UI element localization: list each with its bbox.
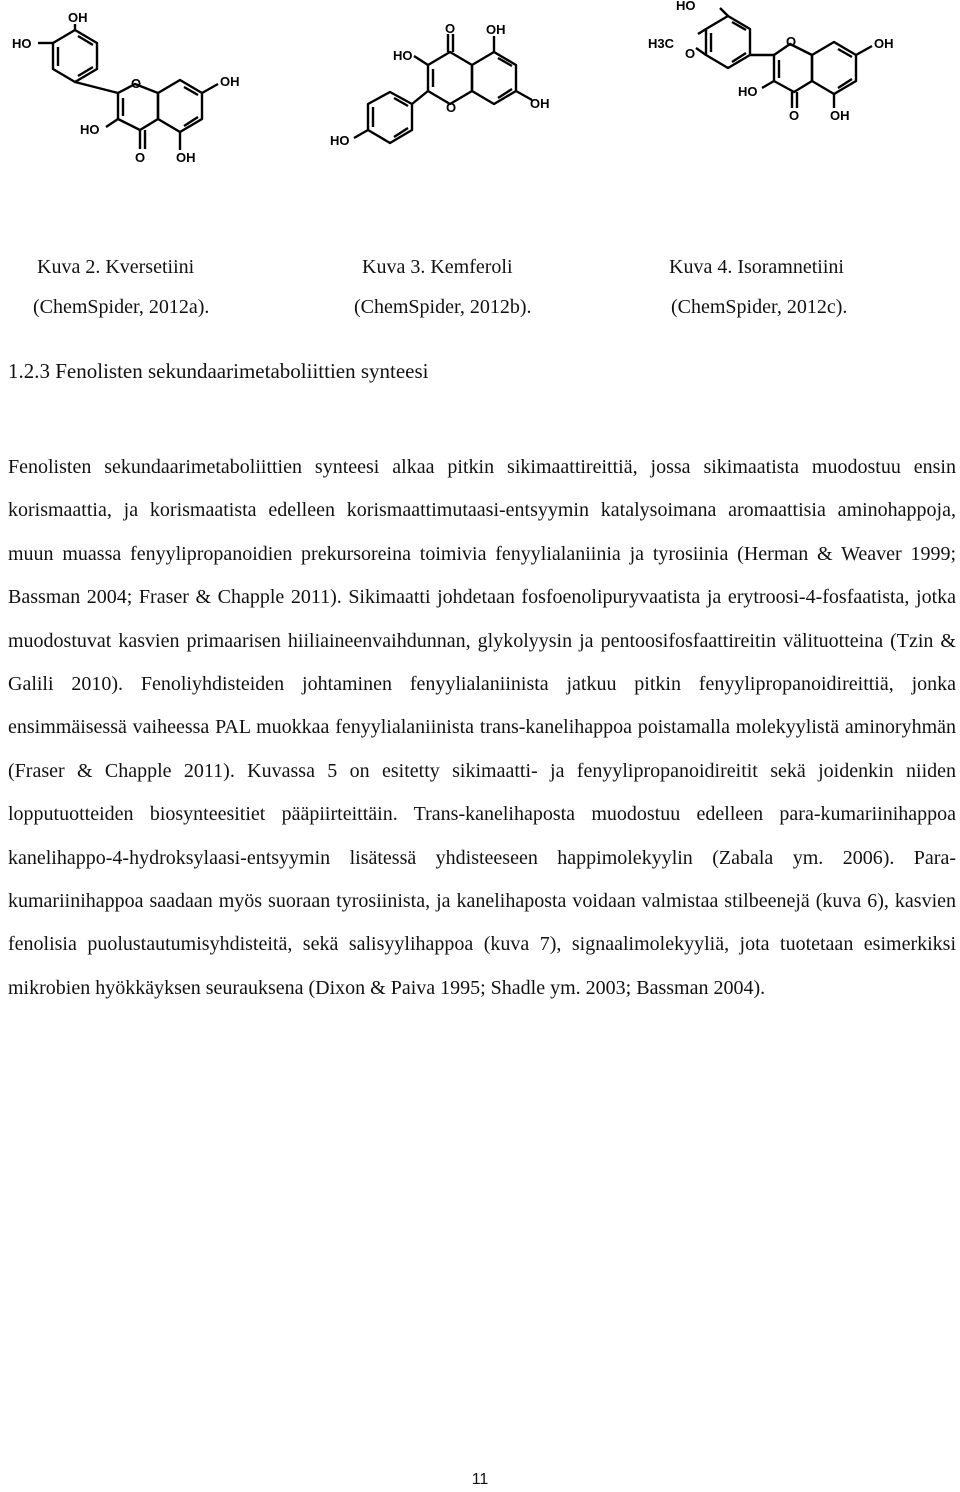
caption-kaempferol-line1: Kuva 3. Kemferoli [362, 256, 513, 278]
atom-ho-top: HO [676, 0, 696, 13]
kaempferol-diagram [320, 0, 640, 180]
atom-ho-3: HO [738, 84, 758, 99]
atom-oh-5: OH [486, 22, 506, 37]
caption-kaempferol-line2: (ChemSpider, 2012b). [354, 296, 532, 318]
atom-ring-o: O [446, 100, 457, 115]
caption-quercetin-line2: (ChemSpider, 2012a). [33, 296, 210, 318]
atom-oh-5: OH [176, 150, 196, 165]
body-paragraph: Fenolisten sekundaarimetaboliittien synteesi alkaa pitkin sikimaattireittiä, jossa sikimaatista muodostuu ensin korismaattia, ja korismaatista edelleen korismaattimutaasi-entsyymin katalysoimana aromaattisia aminohappoja, muun muassa fenyylipropanoidien prekursoreina toimivia fenyylialaniinia ja tyrosiinia (Herman & Weaver 1999; Bassman 2004; Fraser & Chapple 2011). Sikimaatti johdetaan fosfoenolipuryvaatista ja erytroosi-4-fosfaatista, jotka muodostuvat kasvien primaarisen hiiliaineenvaihdunnan, glykolyysin ja pentoosifosfaattireitin välituotteina (Tzin & Galili 2010). Fenoliyhdisteiden johtaminen fenyylialaniinista jatkuu pitkin fenyylipropanoidireittiä, jonka ensimmäisessä vaiheessa PAL muokkaa fenyylialaniinista trans-kanelihappoa poistamalla molekyylistä aminoryhmän (Fraser & Chapple 2011). Kuvassa 5 on esitetty sikimaatti- ja fenyylipropanoidireitit sekä joidenkin niiden lopputuotteiden biosynteesitiet pääpiirteittäin. Trans-kanelihaposta muodostuu edelleen para-kumariinihappoa kanelihappo-4-hydroksylaasi-entsyymin lisätessä yhdisteeseen happimolekyylin (Zabala ym. 2006). Para-kumariinihappoa saadaan myös suoraan tyrosiinista, ja kanelihaposta voidaan valmistaa stilbeenejä (kuva 6), kasvien fenolisia puolustautumisyhdisteitä, sekä salisyylihappoa (kuva 7), signaalimolekyyliä, jota tuotetaan esimerkiksi mikrobien hyökkäyksen seurauksena (Dixon & Paiva 1995; Shadle ym. 2003; Bassman 2004). [8, 456, 956, 999]
atom-methyl: H3C [648, 36, 675, 51]
atom-ho-b: HO [330, 133, 350, 148]
section-heading: 1.2.3 Fenolisten sekundaarimetaboliittien synteesi [8, 359, 429, 383]
page-number: 11 [471, 1471, 489, 1488]
atom-carbonyl: O [789, 108, 800, 123]
caption-quercetin-line1: Kuva 2. Kversetiini [37, 256, 195, 278]
atom-oh-3: OH [530, 96, 550, 111]
atom-oh-top: OH [68, 10, 88, 25]
atom-ho-7: HO [393, 48, 413, 63]
atom-carbonyl: O [445, 21, 456, 36]
quercetin-diagram [0, 0, 320, 180]
atom-ho-left: HO [12, 36, 32, 51]
atom-oh-5: OH [830, 108, 850, 123]
atom-methoxy-o: O [685, 46, 696, 61]
atom-oh-7: OH [874, 36, 894, 51]
atom-ring-o: O [131, 76, 142, 91]
caption-isorhamnetin-line2: (ChemSpider, 2012c). [671, 296, 848, 318]
atom-carbonyl: O [135, 150, 146, 165]
figure-quercetin-structure [0, 0, 320, 180]
atom-ho-a: HO [80, 122, 100, 137]
figure-kaempferol-structure [320, 0, 640, 180]
caption-isorhamnetin [669, 247, 847, 327]
caption-isorhamnetin-line1: Kuva 4. Isoramnetiini [669, 256, 844, 278]
atom-oh-c3: OH [220, 74, 240, 89]
figure-isorhamnetin-structure [640, 0, 960, 180]
caption-kaempferol [354, 247, 532, 327]
caption-quercetin [33, 247, 210, 327]
isorhamnetin-diagram [640, 0, 960, 180]
atom-ring-o: O [786, 34, 797, 49]
